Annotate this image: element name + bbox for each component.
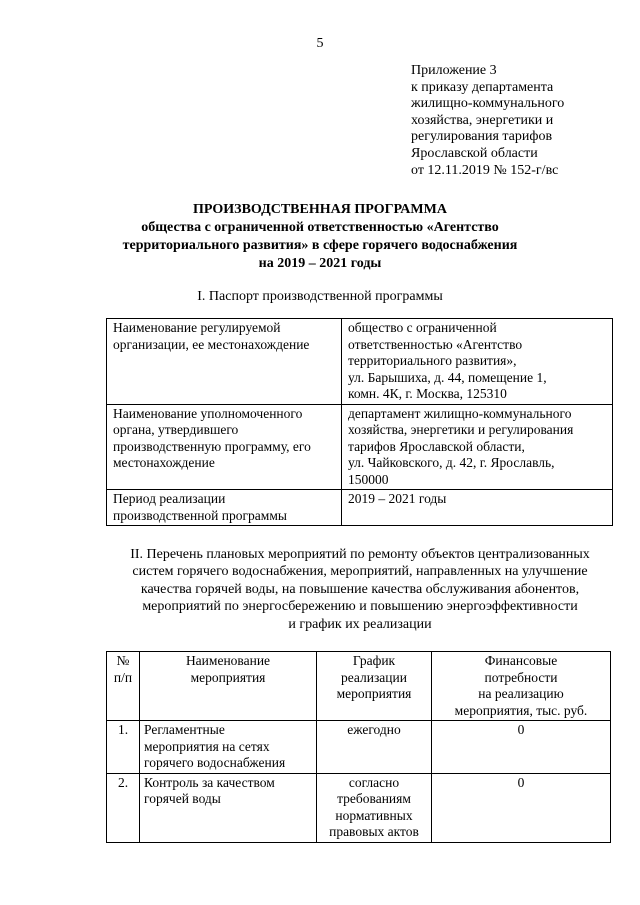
passport-value bbox=[342, 319, 613, 405]
table-row bbox=[107, 490, 613, 526]
cell-line: территориального развития», bbox=[348, 353, 517, 368]
section-1-heading: I. Паспорт производственной программы bbox=[197, 289, 443, 304]
heading-line: качества горячей воды, на повышение качества обслуживания абонентов, bbox=[140, 581, 580, 597]
document-title bbox=[40, 201, 600, 273]
cell-line: 2019 – 2021 годы bbox=[348, 491, 447, 506]
cell-line: п/п bbox=[113, 669, 133, 685]
column-header-name bbox=[140, 652, 317, 721]
table-header-row bbox=[107, 652, 611, 721]
table-row bbox=[107, 404, 613, 490]
title-line: на 2019 – 2021 годы bbox=[258, 256, 382, 271]
cell-line: Наименование уполномоченного bbox=[113, 405, 303, 421]
cell-line: общество с ограниченной bbox=[348, 320, 497, 335]
cell-line: реализации bbox=[341, 669, 407, 685]
cell-line: требованиям bbox=[337, 791, 411, 806]
appendix-line: к приказу департамента bbox=[411, 79, 554, 95]
cell-line: ежегодно bbox=[347, 722, 401, 737]
heading-line: II. Перечень плановых мероприятий по ремонту объектов централизованных bbox=[130, 547, 590, 562]
appendix-note bbox=[411, 63, 631, 179]
row-number: 1. bbox=[107, 721, 140, 774]
title-line: ПРОИЗВОДСТВЕННАЯ ПРОГРАММА bbox=[193, 202, 447, 217]
cell-line: производственной программы bbox=[113, 507, 287, 523]
cell-line: Наименование bbox=[185, 653, 271, 668]
cell-line: мероприятия на сетях bbox=[144, 738, 270, 754]
cell-line: 150000 bbox=[348, 471, 389, 487]
appendix-line: от 12.11.2019 № 152-г/вс bbox=[411, 162, 559, 178]
cell-line: Финансовые bbox=[484, 653, 558, 668]
cell-line: мероприятия, тыс. руб. bbox=[454, 702, 588, 718]
heading-line: систем горячего водоснабжения, мероприятий, направленных на улучшение bbox=[132, 564, 588, 580]
passport-label bbox=[107, 404, 342, 490]
activity-schedule bbox=[317, 721, 432, 774]
activity-name bbox=[140, 773, 317, 842]
appendix-line: регулирования тарифов bbox=[411, 129, 553, 145]
cell-line: тарифов Ярославской области, bbox=[348, 438, 525, 454]
cell-line: комн. 4К, г. Москва, 125310 bbox=[348, 386, 507, 401]
cell-line: Наименование регулируемой bbox=[113, 320, 281, 335]
title-line: общества с ограниченной ответственностью «Агентство bbox=[141, 220, 499, 235]
table-row bbox=[107, 773, 611, 842]
cell-line: ул. Чайковского, д. 42, г. Ярославль, bbox=[348, 455, 555, 470]
cell-line: мероприятия bbox=[190, 669, 266, 685]
cell-line: организации, ее местонахождение bbox=[113, 336, 310, 352]
cell-line: органа, утвердившего bbox=[113, 422, 239, 437]
cell-line: местонахождение bbox=[113, 455, 215, 470]
passport-table bbox=[106, 318, 613, 526]
cell-line: на реализацию bbox=[478, 686, 564, 701]
activity-cost: 0 bbox=[432, 773, 611, 842]
column-header-schedule bbox=[317, 652, 432, 721]
cell-line: горячего водоснабжения bbox=[144, 755, 286, 770]
cell-line: департамент жилищно-коммунального bbox=[348, 405, 572, 421]
heading-line: мероприятий по энергосбережению и повышению энергоэффективности bbox=[142, 599, 578, 615]
cell-line: График bbox=[352, 653, 396, 668]
page-number: 5 bbox=[316, 36, 324, 51]
passport-value bbox=[342, 404, 613, 490]
activity-schedule bbox=[317, 773, 432, 842]
passport-label bbox=[107, 490, 342, 526]
appendix-line: хозяйства, энергетики и bbox=[411, 112, 554, 128]
activity-name bbox=[140, 721, 317, 774]
section-2-heading bbox=[90, 546, 630, 633]
cell-line: Период реализации bbox=[113, 491, 226, 506]
cell-line: ответственностью «Агентство bbox=[348, 336, 523, 352]
appendix-line: Приложение 3 bbox=[411, 63, 497, 78]
cell-line: № bbox=[116, 653, 130, 668]
cell-line: ул. Барышиха, д. 44, помещение 1, bbox=[348, 369, 547, 385]
column-header-cost bbox=[432, 652, 611, 721]
column-header-number bbox=[107, 652, 140, 721]
cell-line: согласно bbox=[348, 774, 400, 790]
cell-line: мероприятия bbox=[336, 686, 412, 701]
heading-line: и график их реализации bbox=[288, 616, 432, 632]
plan-table bbox=[106, 651, 611, 843]
cell-line: правовых актов bbox=[329, 824, 419, 839]
appendix-line: жилищно-коммунального bbox=[411, 96, 565, 112]
row-number: 2. bbox=[107, 773, 140, 842]
cell-line: хозяйства, энергетики и регулирования bbox=[348, 422, 574, 437]
cell-line: нормативных bbox=[335, 807, 413, 823]
title-line: территориального развития» в сфере горячего водоснабжения bbox=[122, 238, 518, 253]
cell-line: потребности bbox=[484, 669, 558, 685]
cell-line: горячей воды bbox=[144, 791, 221, 806]
activity-cost: 0 bbox=[432, 721, 611, 774]
appendix-line: Ярославской области bbox=[411, 145, 538, 161]
table-row bbox=[107, 319, 613, 405]
passport-value bbox=[342, 490, 613, 526]
cell-line: Контроль за качеством bbox=[144, 774, 275, 790]
cell-line: Регламентные bbox=[144, 722, 225, 737]
cell-line: производственную программу, его bbox=[113, 438, 311, 454]
table-row bbox=[107, 721, 611, 774]
passport-label bbox=[107, 319, 342, 405]
